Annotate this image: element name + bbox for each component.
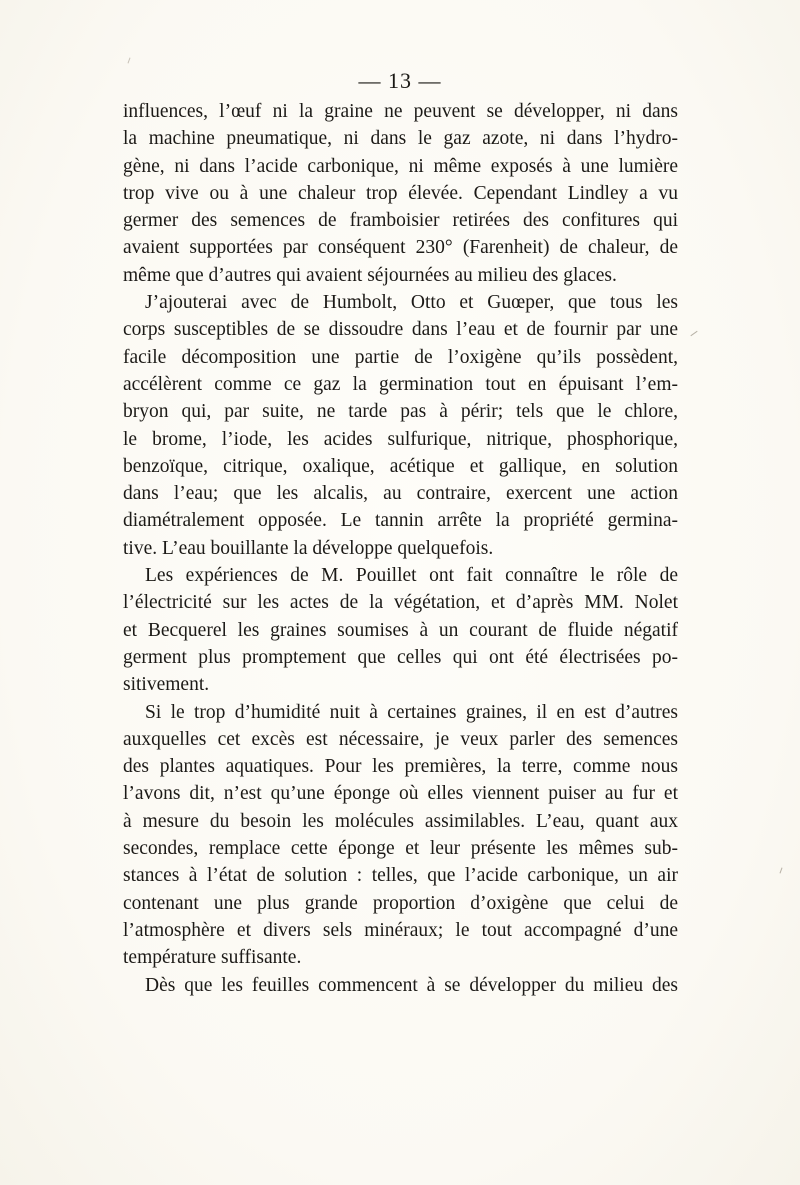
text-line: sitivement. [123, 674, 210, 696]
text-line: et Becquerel les graines soumises à un courant de fluide négatif [123, 619, 678, 641]
text-line: facile décomposition une partie de l’oxigène qu’ils possèdent, [123, 346, 678, 368]
text-line: la machine pneumatique, ni dans le gaz azote, ni dans l’hydro- [123, 128, 678, 150]
text-line: des plantes aquatiques. Pour les premières, la terre, comme nous [123, 756, 678, 778]
text-line: même que d’autres qui avaient séjournées au milieu des glaces. [123, 264, 617, 286]
text-line: germent plus promptement que celles qui ont été électrisées po- [123, 646, 678, 668]
text-line: auxquelles cet excès est nécessaire, je veux parler des semences [123, 728, 678, 750]
body-text [123, 98, 678, 999]
text-line: germer des semences de framboisier retirées des confitures qui [123, 210, 678, 232]
text-line: le brome, l’iode, les acides sulfurique, nitrique, phosphorique, [123, 428, 678, 450]
text-line: gène, ni dans l’acide carbonique, ni même exposés à une lumière [123, 155, 678, 177]
text-line: Dès que les feuilles commencent à se développer du milieu des [145, 974, 678, 996]
page-number: — 13 — [358, 68, 442, 93]
text-line: l’atmosphère et divers sels minéraux; le tout accompagné d’une [123, 919, 678, 941]
text-line: benzoïque, citrique, oxalique, acétique et gallique, en solution [123, 455, 678, 477]
stray-ink-mark [128, 58, 131, 64]
text-line: contenant une plus grande proportion d’oxigène que celui de [123, 892, 678, 914]
text-line: stances à l’état de solution : telles, que l’acide carbonique, un air [123, 865, 678, 887]
stray-ink-mark [690, 331, 697, 336]
text-line: Les expériences de M. Pouillet ont fait connaître le rôle de [145, 565, 678, 587]
text-line: influences, l’œuf ni la graine ne peuvent se développer, ni dans [123, 101, 678, 122]
stray-ink-mark [780, 868, 783, 874]
text-line: dans l’eau; que les alcalis, au contraire, exercent une action [123, 483, 678, 505]
text-line: diamétralement opposée. Le tannin arrête la propriété germina- [123, 510, 678, 532]
text-line: secondes, remplace cette éponge et leur présente les mêmes sub- [123, 838, 678, 860]
text-line: accélèrent comme ce gaz la germination tout en épuisant l’em- [123, 373, 678, 395]
text-line: J’ajouterai avec de Humbolt, Otto et Guœper, que tous les [145, 292, 678, 314]
text-line: avaient supportées par conséquent 230° (Farenheit) de chaleur, de [123, 237, 678, 259]
text-line: tive. L’eau bouillante la développe quelquefois. [123, 537, 494, 559]
text-line: l’avons dit, n’est qu’une éponge où elles viennent puiser au fur et [123, 783, 678, 805]
text-line: à mesure du besoin les molécules assimilables. L’eau, quant aux [123, 810, 678, 832]
text-line: Si le trop d’humidité nuit à certaines graines, il en est d’autres [145, 701, 678, 723]
text-line: l’électricité sur les actes de la végétation, et d’après MM. Nolet [123, 592, 678, 614]
text-line: trop vive ou à une chaleur trop élevée. Cependant Lindley a vu [123, 182, 678, 204]
text-line: température suffisante. [123, 947, 302, 969]
text-line: corps susceptibles de se dissoudre dans l’eau et de fournir par une [123, 319, 678, 341]
text-line: bryon qui, par suite, ne tarde pas à périr; tels que le chlore, [123, 401, 678, 423]
